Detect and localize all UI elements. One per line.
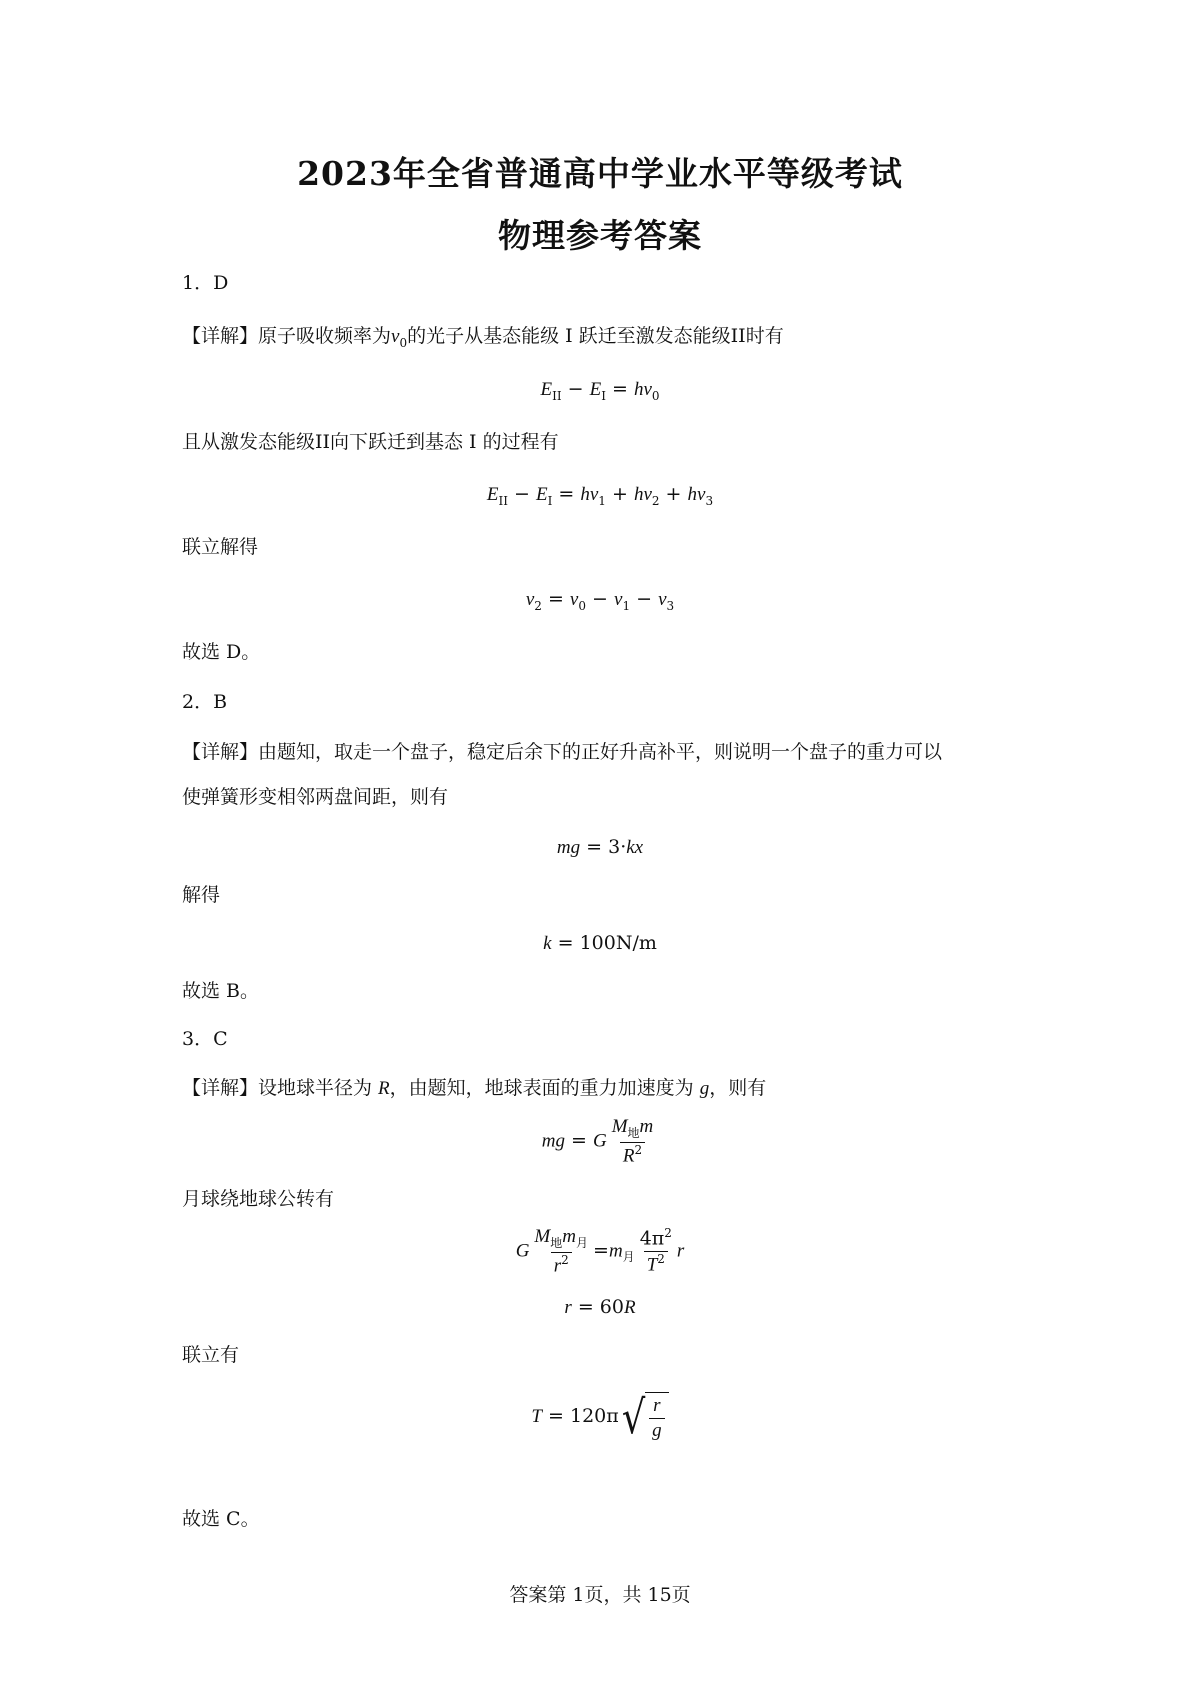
q1-equation-2: $E_{II} - E_I = h\nu_1 + h\nu_2 + h\nu_3$ (486, 483, 714, 508)
q1-detail: 【详解】原子吸收频率为$\nu_0$的光子从基态能级 I 跃迁至激发态能级II时有 (182, 325, 784, 350)
q2-detail-line2: 使弹簧形变相邻两盘间距，则有 (182, 786, 449, 808)
q1-text-2: 且从激发态能级II向下跃迁到基态 I 的过程有 (182, 431, 559, 453)
q3-equation-3: r = 60R (564, 1296, 636, 1318)
q2-equation-2: k = 100N/m (543, 932, 657, 954)
q1-answer: 1．D (182, 272, 229, 294)
q1-equation-3: $\nu_2 = \nu_0 - \nu_1 - \nu_3$ (525, 588, 675, 613)
q2-conclusion: 故选 B。 (182, 980, 260, 1002)
q3-equation-4: T = 120π √ $\frac{r}{g}$ (0, 1392, 1200, 1442)
q3-answer: 3．C (182, 1028, 228, 1050)
q2-detail-line1: 【详解】由题知，取走一个盘子，稳定后余下的正好升高补平，则说明一个盘子的重力可以 (182, 741, 943, 763)
q3-text-3: 联立有 (182, 1344, 240, 1366)
q1-conclusion: 故选 D。 (182, 641, 261, 663)
q1-text-3: 联立解得 (182, 536, 259, 558)
page-footer: 答案第 1页，共 15页 (509, 1584, 691, 1606)
q2-text-2: 解得 (182, 884, 221, 906)
q3-equation-1: mg = G $\frac{M_地m}{R^2}$ (541, 1116, 654, 1166)
q3-detail: 【详解】设地球半径为 R，由题知，地球表面的重力加速度为 g，则有 (182, 1077, 767, 1099)
q3-conclusion: 故选 C。 (182, 1508, 260, 1530)
q2-equation-1: mg = 3·kx (556, 836, 644, 858)
q2-answer: 2．B (182, 691, 228, 713)
q3-equation-2: G $\frac{M_地m_月}{r^2}$ $=m_月$ $\frac{4\pi^2}{T^2}$ r (515, 1225, 685, 1276)
q3-text-2: 月球绕地球公转有 (182, 1188, 335, 1210)
document-subtitle: 物理参考答案 (498, 216, 702, 255)
exam-title: 2023年全省普通高中学业水平等级考试 (297, 154, 903, 193)
q1-equation-1: $E_{II} - E_I = h\nu_0$ (540, 378, 660, 403)
